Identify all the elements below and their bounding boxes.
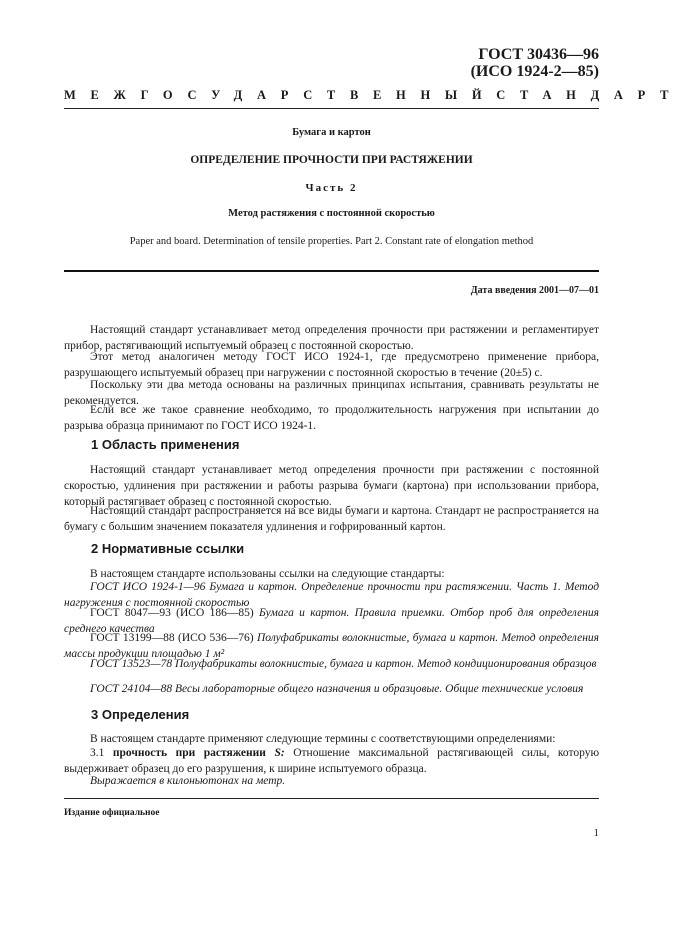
section-1-paragraph-2: Настоящий стандарт распространяется на все виды бумаги и картона. Стандарт не распространяется на бумагу с большим значением показателя удлинения и гофрированный картон. bbox=[64, 505, 599, 533]
reference-code: ГОСТ 8047—93 (ИСО 186—85) bbox=[90, 607, 254, 619]
official-edition-label: Издание официальное bbox=[64, 808, 160, 818]
reference-code: ГОСТ 13523—78 bbox=[90, 658, 173, 670]
gost-number: ГОСТ 30436—96 bbox=[478, 46, 599, 63]
page-number: 1 bbox=[593, 827, 599, 839]
intro-paragraph-1: Настоящий стандарт устанавливает метод определения прочности при растяжении и регламентирует прибор, растягивающий испытуемый образец с постоянной скоростью. bbox=[64, 324, 599, 352]
section-1-heading: 1 Область применения bbox=[91, 437, 240, 452]
definition-text: Отношение максимальной растягивающей силы, которую выдерживает образец до его разрушения, к ширине испытуемого образца. bbox=[64, 747, 600, 775]
definition-number: 3.1 bbox=[90, 747, 105, 759]
intro-paragraph-3: Поскольку эти два метода основаны на различных принципах испытания, сравнивать результаты не рекомендуется. bbox=[64, 379, 599, 407]
definition-symbol: S: bbox=[274, 747, 285, 759]
gost-code-block bbox=[471, 46, 599, 80]
reference-title: Бумага и картон. Правила приемки. Отбор проб для определения среднего качества bbox=[64, 607, 600, 635]
section-3-heading: 3 Определения bbox=[91, 707, 190, 722]
iso-number: (ИСО 1924-2—85) bbox=[470, 63, 599, 80]
reference-title: Полуфабрикаты волокнистые, бумага и картон. Метод определения массы продукции площадью 1 м² bbox=[64, 632, 599, 660]
section-2-lead: В настоящем стандарте использованы ссылки на следующие стандарты: bbox=[90, 568, 445, 580]
unit-note-text: Выражается в килоньютонах на метр. bbox=[90, 775, 286, 787]
definition-term: прочность при растяжении bbox=[112, 747, 266, 759]
reference-code: ГОСТ 24104—88 bbox=[90, 683, 173, 695]
header-rule bbox=[64, 108, 599, 109]
standard-word: СТАНДАРТ bbox=[496, 88, 683, 102]
interstate-word: МЕЖГОСУДАРСТВЕННЫЙ bbox=[64, 88, 497, 102]
section-3-lead: В настоящем стандарте применяют следующие термины с соответствующими определениями: bbox=[90, 733, 556, 745]
footer-rule bbox=[64, 798, 599, 799]
interstate-standard-banner bbox=[64, 88, 683, 103]
section-2-heading: 2 Нормативные ссылки bbox=[91, 541, 245, 556]
reference-title: Весы лабораторные общего назначения и образцовые. Общие технические условия bbox=[175, 683, 584, 695]
reference-code: ГОСТ 13199—88 (ИСО 536—76) bbox=[90, 632, 254, 644]
unit-note bbox=[64, 773, 599, 789]
reference-title: Полуфабрикаты волокнистые, бумага и картон. Метод кондиционирования образцов bbox=[175, 658, 597, 670]
reference-item bbox=[64, 681, 599, 697]
subject-line: Бумага и картон bbox=[292, 127, 371, 138]
main-title: ОПРЕДЕЛЕНИЕ ПРОЧНОСТИ ПРИ РАСТЯЖЕНИИ bbox=[190, 154, 473, 166]
introduction-date: Дата введения 2001—07—01 bbox=[470, 285, 599, 296]
section-1-paragraph-1: Настоящий стандарт устанавливает метод определения прочности при растяжении с постоянной скоростью, удлинения при растяжении и работы разрыва бумаги (картона) при использовании прибора, который растягивает образец с постоянной скоростью. bbox=[64, 464, 599, 508]
english-title: Paper and board. Determination of tensile properties. Part 2. Constant rate of elongation method bbox=[129, 236, 534, 247]
intro-paragraph-2: Этот метод аналогичен методу ГОСТ ИСО 1924-1, где предусмотрено применение прибора, разрушающего испытуемый образец при нагружении с постоянной скоростью в течение (20±5) с. bbox=[64, 351, 599, 379]
intro-paragraph-4: Если все же такое сравнение необходимо, то продолжительность нагружения при испытании до разрыва образца принимают по ГОСТ ИСО 1924-1. bbox=[64, 404, 599, 432]
reference-title: Бумага и картон. Определение прочности при растяжении. Часть 1. Метод нагружения с постоянной скоростью bbox=[64, 581, 600, 609]
title-rule bbox=[64, 270, 599, 272]
method-title: Метод растяжения с постоянной скоростью bbox=[228, 208, 435, 219]
reference-item bbox=[64, 656, 599, 672]
part-number: Часть 2 bbox=[305, 182, 358, 194]
reference-code: ГОСТ ИСО 1924-1—96 bbox=[90, 581, 206, 593]
